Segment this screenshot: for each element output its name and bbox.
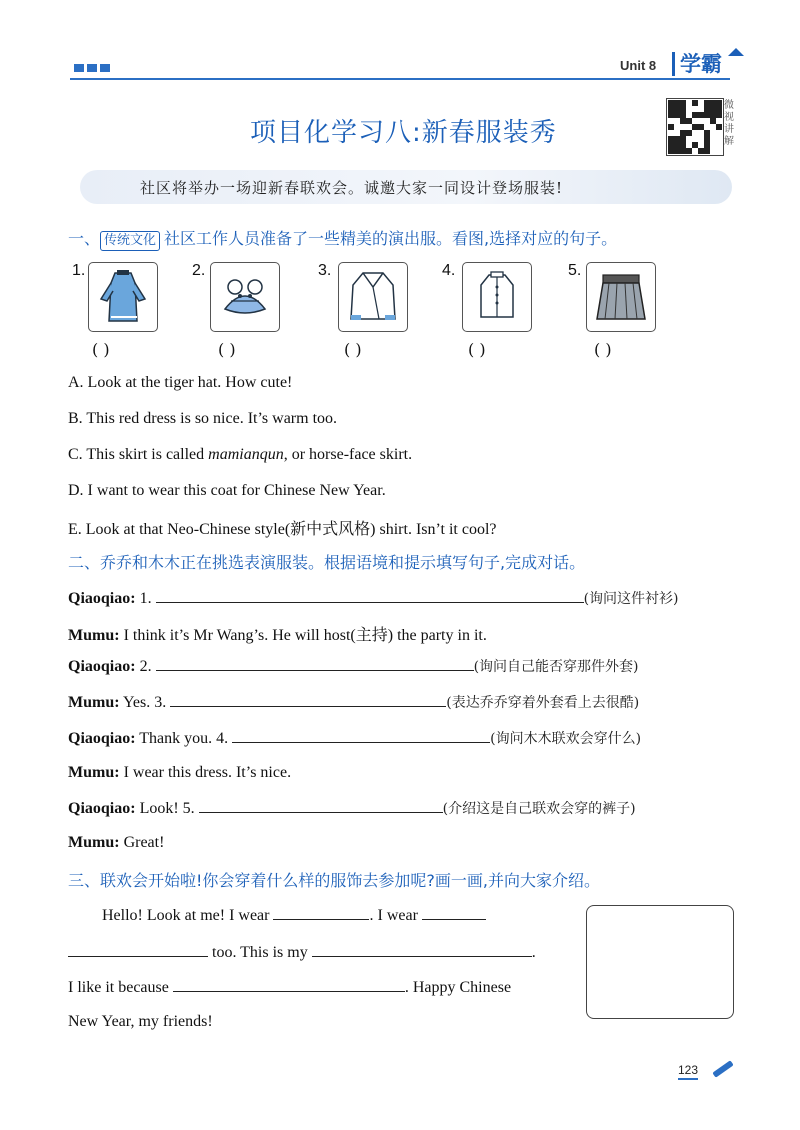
speaker: Qiaoqiao: — [68, 800, 136, 817]
qr-label: 微视讲解 — [724, 100, 734, 147]
option-c-pre: C. This skirt is called — [68, 446, 209, 463]
text: . Happy Chinese — [404, 979, 512, 996]
option-e: E. Look at that Neo-Chinese style(新中式风格) shirt. Isn’t it cool? — [68, 521, 497, 538]
qr-module — [686, 130, 692, 136]
speaker: Qiaoqiao: — [68, 658, 136, 675]
item-number: 4. — [442, 262, 456, 279]
qr-module — [692, 100, 698, 106]
paragraph-line — [68, 977, 511, 997]
dialogue-text: I think it’s Mr Wang’s. He will host(主持) the party in it. — [123, 627, 487, 644]
dialogue-text: 2. — [139, 658, 152, 675]
section1-prefix: 一、 — [68, 229, 101, 248]
dialogue-line — [68, 692, 639, 712]
answer-paren[interactable]: ( ) — [594, 340, 612, 359]
answer-paren[interactable]: ( ) — [468, 340, 486, 359]
answer-paren[interactable]: ( ) — [218, 340, 236, 359]
answer-blank[interactable] — [199, 798, 443, 813]
dialogue-line — [68, 622, 487, 645]
dialogue-line — [68, 834, 164, 852]
text: Hello! Look at me! I wear — [102, 907, 270, 924]
answer-blank[interactable] — [170, 692, 446, 707]
pencil-icon — [712, 1060, 733, 1078]
dialogue-text: 1. — [139, 590, 152, 607]
option-b: B. This red dress is so nice. It’s warm too. — [68, 410, 338, 427]
item-number: 5. — [568, 262, 582, 279]
intro-banner-text: 社区将举办一场迎新春联欢会。诚邀大家一同设计登场服装! — [140, 179, 564, 197]
qr-module — [716, 112, 722, 118]
item-number: 1. — [72, 262, 86, 279]
answer-blank[interactable] — [156, 656, 474, 671]
unit-label: Unit 8 — [620, 58, 657, 73]
hint: (介绍这是自己联欢会穿的裤子) — [442, 801, 636, 817]
dialogue-text: Look! 5. — [139, 800, 195, 817]
header-rule — [70, 78, 730, 80]
horse-face-skirt-icon — [586, 262, 656, 332]
option-c — [68, 446, 412, 464]
answer-paren[interactable]: ( ) — [344, 340, 362, 359]
brand-logo: 学霸 — [672, 52, 722, 76]
dialogue-text: Great! — [123, 834, 165, 851]
qr-module — [704, 148, 710, 154]
section2-heading: 二、乔乔和木木正在挑选表演服装。根据语境和提示填写句子,完成对话。 — [68, 553, 586, 572]
text: . I wear — [369, 907, 418, 924]
speaker: Mumu: — [68, 694, 120, 711]
item-number: 3. — [318, 262, 332, 279]
hint: (询问自己能否穿那件外套) — [473, 659, 639, 675]
dialogue-line — [68, 764, 291, 782]
header-decoration — [74, 64, 110, 72]
answer-blank[interactable] — [232, 728, 490, 743]
qr-code-icon[interactable] — [666, 98, 724, 156]
page-title: 项目化学习八:新春服装秀 — [250, 118, 557, 148]
qipao-dress-icon — [88, 262, 158, 332]
culture-tag: 传统文化 — [100, 231, 160, 251]
item-number: 2. — [192, 262, 206, 279]
speaker: Qiaoqiao: — [68, 730, 136, 747]
dialogue-text: Thank you. 4. — [139, 730, 229, 747]
section3-heading: 三、联欢会开始啦!你会穿着什么样的服饰去参加呢?画一画,并向大家介绍。 — [68, 871, 600, 890]
answer-blank[interactable] — [312, 942, 532, 957]
section1-heading — [68, 226, 617, 251]
paragraph-line: New Year, my friends! — [68, 1013, 213, 1030]
answer-paren[interactable]: ( ) — [92, 340, 110, 359]
dialogue-line — [68, 588, 679, 608]
dialogue-line — [68, 798, 636, 818]
page-number: 123 — [678, 1063, 698, 1080]
section1-heading-text: 社区工作人员准备了一些精美的演出服。看图,选择对应的句子。 — [164, 229, 618, 248]
graduation-cap-icon — [728, 48, 744, 56]
option-c-term: mamianqun — [208, 446, 284, 463]
answer-blank[interactable] — [273, 905, 369, 920]
dialogue-text: I wear this dress. It’s nice. — [123, 764, 292, 781]
chinese-coat-icon — [338, 262, 408, 332]
speaker: Mumu: — [68, 834, 120, 851]
paragraph-line — [68, 942, 536, 962]
answer-blank[interactable] — [156, 588, 584, 603]
answer-blank[interactable] — [173, 977, 405, 992]
qr-module — [686, 148, 692, 154]
answer-blank[interactable] — [68, 942, 208, 957]
drawing-box[interactable] — [586, 905, 734, 1019]
neo-chinese-shirt-icon — [462, 262, 532, 332]
hint: (表达乔乔穿着外套看上去很酷) — [446, 695, 640, 711]
answer-blank[interactable] — [422, 905, 486, 920]
option-a: A. Look at the tiger hat. How cute! — [68, 374, 293, 391]
speaker: Mumu: — [68, 627, 120, 644]
option-c-post: , or horse-face skirt. — [283, 446, 413, 463]
speaker: Qiaoqiao: — [68, 590, 136, 607]
qr-module — [668, 124, 674, 130]
option-d: D. I want to wear this coat for Chinese New Year. — [68, 482, 386, 499]
text: too. This is my — [212, 944, 308, 961]
tiger-hat-icon — [210, 262, 280, 332]
speaker: Mumu: — [68, 764, 120, 781]
hint: (询问这件衬衫) — [583, 591, 679, 607]
hint: (询问木木联欢会穿什么) — [490, 731, 642, 747]
dialogue-line — [68, 656, 639, 676]
dialogue-line — [68, 728, 641, 748]
qr-module — [716, 124, 722, 130]
dialogue-text: Yes. 3. — [122, 694, 167, 711]
text: . — [531, 944, 536, 961]
text: I like it because — [68, 979, 169, 996]
paragraph-line — [102, 905, 486, 925]
